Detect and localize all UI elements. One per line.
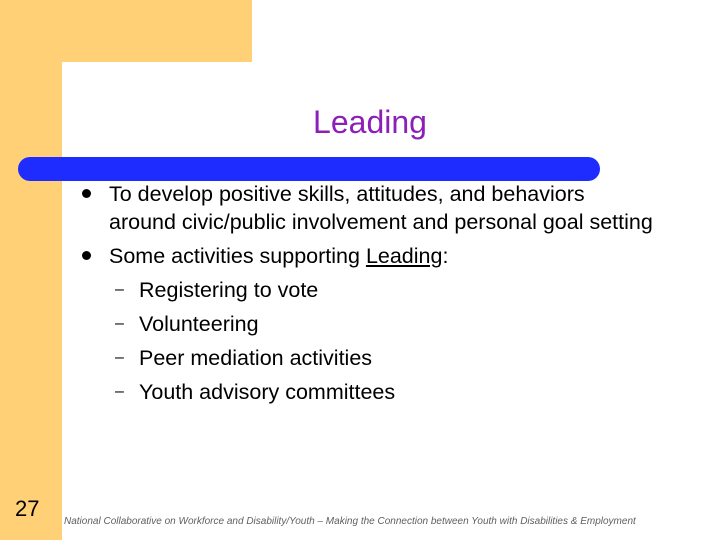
bullet-emphasis: Leading <box>365 244 443 268</box>
sub-bullet-item <box>109 310 656 338</box>
dash-icon: – <box>115 383 124 400</box>
dash-icon: – <box>115 315 124 332</box>
top-panel <box>0 0 252 62</box>
sub-bullet-text: Youth advisory committees <box>139 380 396 404</box>
bullet-text-prefix: Some activities supporting <box>109 244 366 268</box>
dash-icon: – <box>115 281 124 298</box>
bullet-item <box>76 242 656 406</box>
side-panel <box>0 0 62 540</box>
sub-bullet-item <box>109 378 656 406</box>
bullet-item <box>76 180 656 236</box>
bullet-dot-icon <box>82 251 91 260</box>
slide-title: Leading <box>313 104 427 140</box>
bullet-text: To develop positive skills, attitudes, and behaviors around civic/public involvement and personal goal setting <box>109 182 653 234</box>
sub-bullet-text: Registering to vote <box>139 278 319 302</box>
sub-bullet-text: Peer mediation activities <box>139 346 373 370</box>
title-divider-bar <box>18 157 600 181</box>
bullet-text-suffix: : <box>442 244 449 268</box>
footer-text: National Collaborative on Workforce and Disability/Youth – Making the Connection between Youth with Disabilities & Employment <box>64 516 636 527</box>
dash-icon: – <box>115 349 124 366</box>
sub-bullet-item <box>109 276 656 304</box>
bullet-list <box>76 180 656 412</box>
slide-number: 27 <box>15 496 40 521</box>
sub-bullet-text: Volunteering <box>139 312 259 336</box>
bullet-dot-icon <box>82 189 91 198</box>
sub-bullet-list <box>109 276 656 406</box>
content-corner <box>62 62 142 142</box>
sub-bullet-item <box>109 344 656 372</box>
